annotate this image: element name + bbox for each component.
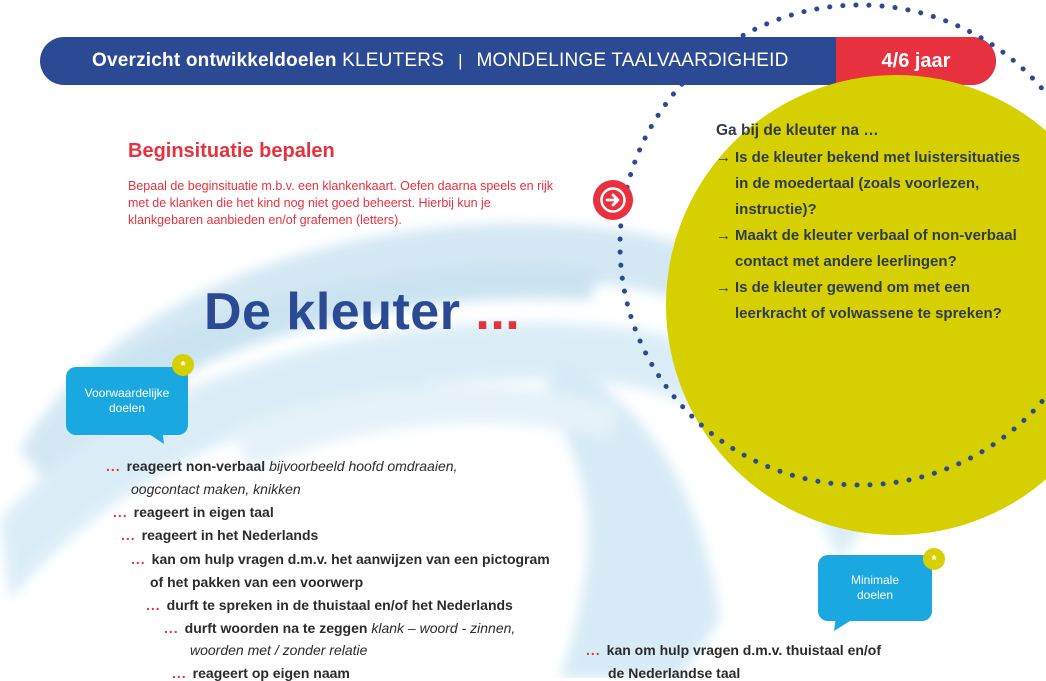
item-text: reageert in eigen taal — [133, 504, 274, 520]
speech-bubble-minimaal — [818, 555, 932, 621]
question-text: Is de kleuter gewend om met een leerkracht of volwassene te spreken? — [735, 279, 1002, 322]
list-item — [172, 665, 350, 681]
question-item — [716, 275, 1036, 327]
arrow-right-icon: → — [716, 279, 731, 296]
item-example: bijvoorbeeld hoofd omdraaien, — [269, 458, 458, 474]
heading-dots: ... — [475, 283, 521, 341]
list-item-continued — [131, 481, 301, 497]
item-text: reageert op eigen naam — [192, 665, 350, 681]
arrow-right-icon: → — [716, 227, 731, 244]
item-text: durft woorden na te zeggen — [184, 620, 368, 636]
heading-text: De kleuter — [204, 283, 461, 341]
bubble-tail — [140, 428, 170, 446]
list-dots: ... — [113, 504, 128, 520]
list-item — [131, 551, 550, 567]
list-item-continued — [190, 642, 367, 658]
list-dots: ... — [164, 620, 179, 636]
page-heading — [204, 282, 520, 342]
star-icon: * — [923, 548, 945, 570]
speech-bubble-voorwaardelijk — [66, 367, 188, 435]
list-dots: ... — [146, 597, 161, 613]
item-example: woorden met / zonder relatie — [190, 642, 368, 658]
header-title-main: Overzicht ontwikkeldoelen — [92, 50, 337, 71]
header-title-caps: KLEUTERS — [342, 50, 445, 71]
bubble-tail — [830, 616, 860, 634]
list-item — [164, 620, 515, 636]
item-text: reageert non-verbaal — [126, 458, 266, 474]
question-block — [716, 122, 1036, 327]
arrow-circle-icon — [593, 180, 633, 220]
question-text: Maakt de kleuter verbaal of non-verbaal contact met andere leerlingen? — [735, 227, 1017, 270]
star-icon: * — [172, 354, 194, 376]
list-item — [121, 527, 318, 543]
list-item-continued: of het pakken van een voorwerp — [150, 574, 364, 590]
bubble-label: Minimale doelen — [850, 573, 899, 602]
item-text: kan om hulp vragen d.m.v. thuistaal en/of — [606, 642, 882, 658]
question-text: Is de kleuter bekend met luistersituaties in de moedertaal (zoals voorlezen, instructie)? — [735, 149, 1021, 218]
list-item — [113, 504, 274, 520]
header-subject: MONDELINGE TAALVAARDIGHEID — [476, 50, 789, 71]
list-dots: ... — [172, 665, 187, 681]
list-dots: ... — [121, 527, 136, 543]
section-text: Bepaal de beginsituatie m.b.v. een klankenkaart. Oefen daarna speels en rijk met de klanken die het kind nog niet goed beheerst. Hierbij kun je klankgebaren aanbieden en/of grafemen (letters). — [128, 179, 554, 227]
item-text: durft te spreken in de thuistaal en/of het Nederlands — [166, 597, 513, 613]
question-title: Ga bij de kleuter na … — [716, 122, 879, 139]
question-item — [716, 145, 1036, 223]
list-item-continued: de Nederlandse taal — [608, 665, 741, 681]
item-example: klank – woord - zinnen, — [371, 620, 516, 636]
item-text: reageert in het Nederlands — [141, 527, 319, 543]
question-item — [716, 223, 1036, 275]
list-item — [146, 597, 513, 613]
bubble-label: Voorwaardelijke doelen — [84, 386, 170, 415]
item-example: oogcontact maken, knikken — [131, 481, 301, 497]
age-badge: 4/6 jaar — [836, 37, 996, 85]
item-text: kan om hulp vragen d.m.v. het aanwijzen van een pictogram — [151, 551, 550, 567]
list-item — [586, 642, 881, 658]
list-item — [106, 458, 457, 474]
header-title — [40, 50, 444, 72]
list-dots: ... — [131, 551, 146, 567]
arrow-right-icon — [600, 187, 626, 213]
list-dots: ... — [586, 642, 601, 658]
section-title: Beginsituatie bepalen — [128, 140, 335, 162]
list-dots: ... — [106, 458, 121, 474]
header-separator: | — [458, 51, 463, 70]
arrow-right-icon: → — [716, 149, 731, 166]
